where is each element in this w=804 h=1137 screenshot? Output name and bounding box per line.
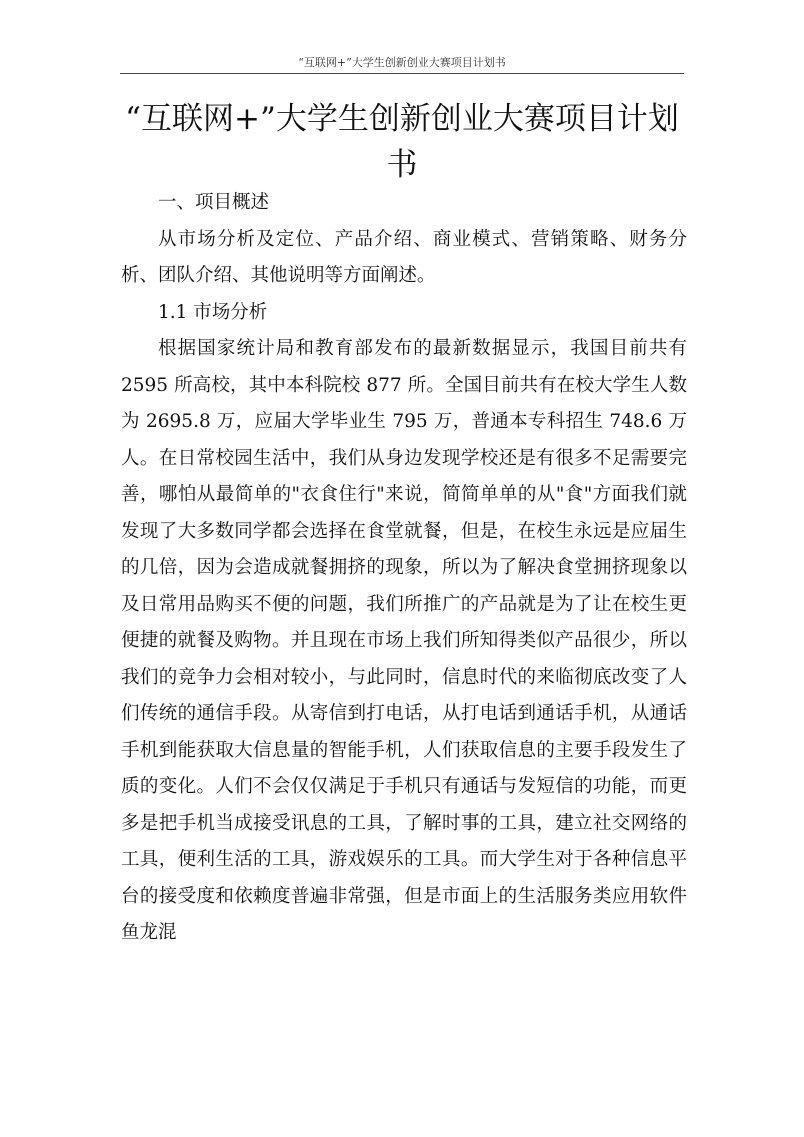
running-header: “互联网+”大学生创新创业大赛项目计划书: [298, 56, 506, 69]
document-title: “互联网+”大学生创新创业大赛项目计划书: [125, 101, 679, 183]
subsection-heading: 1.1 市场分析: [158, 301, 268, 323]
overview-paragraph: 从市场分析及定位、产品介绍、商业模式、营销策略、财务分析、团队介绍、其他说明等方面阐述。: [121, 228, 687, 286]
document-body: [121, 185, 687, 952]
market-analysis-paragraph: 根据国家统计局和教育部发布的最新数据显示，我国目前共有2595 所高校，其中本科院校 877 所。全国目前共有在校大学生人数为 2695.8 万，应届大学毕业生 795 万，普通本专科招生 748.6 万人。在日常校园生活中，我们从身边发现学校还是有很多不足需要完善，哪怕从最简单的"衣食住行"来说，简简单单的从"食"方面我们就发现了大多数同学都会选择在食堂就餐，但是，在校生永远是应届生的几倍，因为会造成就餐拥挤的现象，所以为了解决食堂拥挤现象以及日常用品购买不便的问题，我们所推广的产品就是为了让在校生更便捷的就餐及购物。并且现在市场上我们所知得类似产品很少，所以我们的竞争力会相对较小，与此同时，信息时代的来临彻底改变了人们传统的通信手段。从寄信到打电话，从打电话到通话手机，从通话手机到能获取大信息量的智能手机，人们获取信息的主要手段发生了质的变化。人们不会仅仅满足于手机只有通话与发短信的功能，而更多是把手机当成接受讯息的工具，了解时事的工具，建立社交网络的工具，便利生活的工具，游戏娱乐的工具。而大学生对于各种信息平台的接受度和依赖度普遍非常强，但是市面上的生活服务类应用软件鱼龙混: [121, 338, 687, 943]
section-heading: 一、项目概述: [158, 192, 270, 213]
header-divider: [120, 73, 684, 74]
